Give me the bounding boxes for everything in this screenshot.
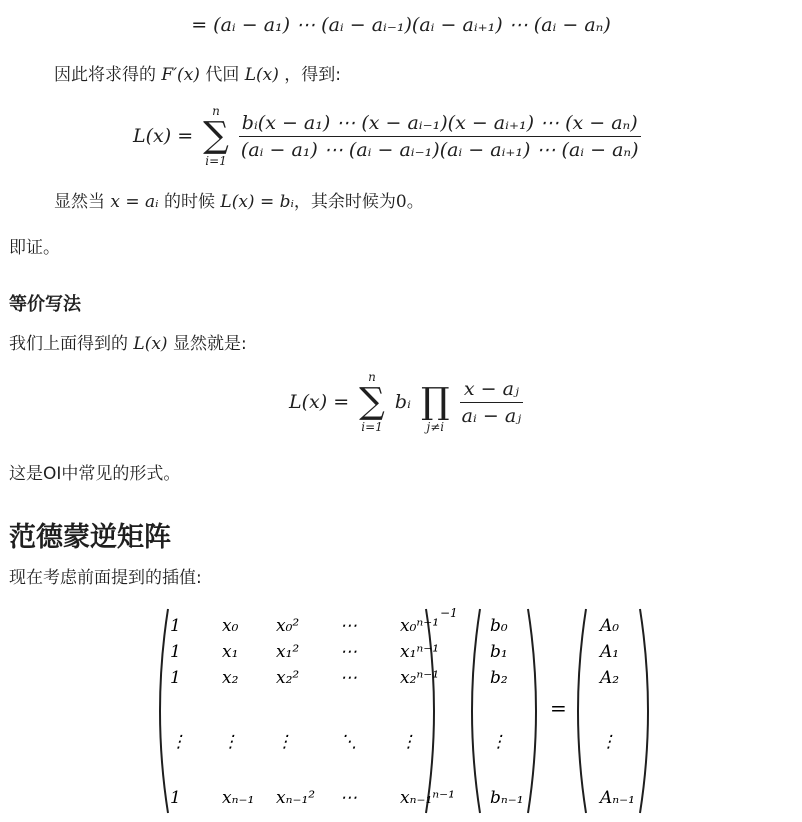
sum-lower: i=1 — [205, 154, 227, 168]
eq-lhs: L(x) = — [289, 391, 350, 413]
eq-lhs: L(x) = — [133, 125, 194, 147]
a-vector-cell: A₀ — [600, 616, 620, 636]
matrix-cell: 1 — [170, 642, 181, 662]
product-lower: j≠i — [426, 420, 445, 434]
paragraph-qed: 即证。 — [9, 238, 60, 258]
equation-lagrange — [133, 104, 641, 168]
matrix-cell: ⋮ — [222, 732, 239, 752]
b-vector-cell: b₀ — [490, 616, 508, 636]
matrix-cell: ⋯ — [340, 788, 357, 808]
text: 因此将求得的 — [54, 65, 156, 85]
numerator: bᵢ(x − a₁) ⋯ (x − aᵢ₋₁)(x − aᵢ₊₁) ⋯ (x − aₙ) — [239, 112, 641, 137]
matrix-svg — [154, 605, 674, 817]
a-vector-cell: A₂ — [600, 668, 620, 688]
matrix-cell: x₀ — [222, 616, 239, 636]
matrix-cell: ⋯ — [340, 616, 357, 636]
sum-symbol: ∑ — [359, 381, 385, 422]
matrix-cell: x₂ — [222, 668, 239, 688]
a-vector-cell: Aₙ₋₁ — [600, 788, 635, 808]
b-right-paren — [528, 609, 536, 813]
product-symbol: ∏ — [420, 381, 450, 422]
math-inline: L(x) — [133, 334, 168, 354]
sum-upper: n — [212, 104, 220, 118]
equation-top: = (aᵢ − a₁) ⋯ (aᵢ − aᵢ₋₁)(aᵢ − aᵢ₊₁) ⋯ (aᵢ − aₙ) — [191, 14, 611, 36]
matrix-cell: x₁ — [222, 642, 239, 662]
matrix-cell: ⋱ — [340, 732, 357, 752]
matrix-cell: ⋮ — [170, 732, 187, 752]
b-left-paren — [472, 609, 480, 813]
math-inline: 0 — [395, 192, 407, 212]
sum-upper: n — [368, 370, 376, 384]
b-vector-cell: b₂ — [490, 668, 508, 688]
matrix-cell: ⋯ — [340, 642, 357, 662]
denominator: aᵢ − aⱼ — [461, 404, 522, 427]
matrix-cell: x₁ⁿ⁻¹ — [400, 642, 440, 662]
heading-equivalent-form: 等价写法 — [9, 294, 81, 315]
matrix-cell: ⋯ — [340, 668, 357, 688]
text: 代回 — [205, 65, 240, 85]
matrix-cell: xₙ₋₁ⁿ⁻¹ — [400, 788, 455, 808]
text: ，其余时候为 — [293, 192, 396, 212]
matrix-cell: xₙ₋₁² — [276, 788, 316, 808]
sum-operator — [203, 104, 229, 168]
text: 显然就是: — [172, 334, 247, 354]
matrix-cell: 1 — [170, 788, 181, 808]
equation-compact — [289, 370, 523, 434]
text: 显然当 — [54, 192, 105, 212]
text: 我们上面得到的 — [9, 334, 128, 354]
coefficient-b: bᵢ — [394, 391, 411, 413]
matrix-cell: xₙ₋₁ — [222, 788, 255, 808]
matrix-cell: x₂ⁿ⁻¹ — [400, 668, 440, 688]
fraction — [239, 112, 641, 161]
matrix-cell: x₁² — [276, 642, 300, 662]
paragraph-we-got — [9, 331, 247, 357]
b-vector-cell: ⋮ — [490, 732, 507, 752]
math-inline: x = aᵢ — [110, 192, 159, 212]
text: 。 — [406, 192, 424, 212]
text: ，得到: — [284, 65, 342, 85]
sum-operator — [359, 370, 385, 434]
numerator: x − aⱼ — [460, 378, 524, 403]
text: 的时候 — [164, 192, 216, 212]
a-vector-cell: ⋮ — [600, 732, 617, 752]
paragraph-oi-form: 这是OI中常见的形式。 — [9, 464, 181, 484]
matrix-cell: ⋮ — [276, 732, 293, 752]
matrix-cell: ⋮ — [400, 732, 417, 752]
a-vector-cell: A₁ — [600, 642, 620, 662]
matrix-cell: x₀ⁿ⁻¹ — [400, 616, 440, 636]
heading-vandermonde-inverse: 范德蒙逆矩阵 — [9, 522, 171, 553]
paragraph-substitute — [54, 62, 341, 88]
math-inline: L(x) — [244, 65, 279, 85]
a-left-paren — [578, 609, 586, 813]
matrix-equation — [154, 605, 674, 817]
math-inline: L(x) = bᵢ — [220, 192, 294, 212]
a-right-paren — [640, 609, 648, 813]
paragraph-obvious — [54, 189, 424, 215]
equals-sign: = — [550, 696, 567, 720]
denominator: (aᵢ − a₁) ⋯ (aᵢ − aᵢ₋₁)(aᵢ − aᵢ₊₁) ⋯ (aᵢ − aₙ) — [240, 138, 639, 161]
paragraph-interpolation: 现在考虑前面提到的插值: — [9, 568, 202, 588]
sum-symbol: ∑ — [203, 115, 229, 156]
matrix-cell: 1 — [170, 668, 181, 688]
matrix-cell: 1 — [170, 616, 181, 636]
matrix-left-paren — [160, 609, 168, 813]
matrix-cell: x₂² — [276, 668, 300, 688]
math-inline: F′(x) — [161, 65, 200, 85]
matrix-right-paren — [426, 609, 434, 813]
inverse-exponent: −1 — [440, 606, 458, 620]
b-vector-cell: bₙ₋₁ — [490, 788, 524, 808]
b-vector-cell: b₁ — [490, 642, 508, 662]
product-operator — [421, 370, 450, 434]
matrix-cell: x₀² — [276, 616, 300, 636]
fraction — [460, 378, 524, 427]
sum-lower: i=1 — [361, 420, 383, 434]
